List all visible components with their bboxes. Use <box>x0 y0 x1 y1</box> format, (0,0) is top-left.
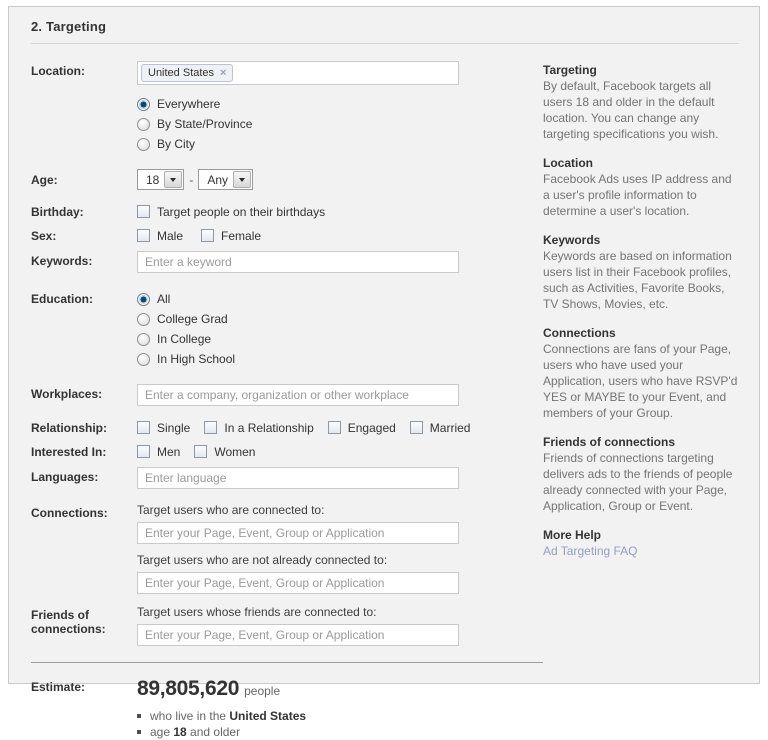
education-radio-college-grad[interactable]: College Grad <box>137 309 459 329</box>
age-min-select[interactable]: 18 <box>137 169 184 190</box>
age-max-select[interactable]: Any <box>198 169 253 190</box>
location-radio-everywhere[interactable]: Everywhere <box>137 94 459 114</box>
education-radio-all[interactable]: All <box>137 289 459 309</box>
sex-checkbox-male[interactable]: Male <box>137 229 183 243</box>
sidebar-section-keywords: Keywords Keywords are based on information users list in their Facebook profiles, such as Activities, Favorite Books, TV Shows, Movies, etc. <box>543 233 732 311</box>
radio-icon <box>137 333 150 346</box>
sex-label: Sex: <box>31 228 57 243</box>
birthday-label: Birthday: <box>31 204 84 219</box>
connections-label: Connections: <box>31 506 108 520</box>
interested-in-label: Interested In: <box>31 444 107 459</box>
sidebar-section-location: Location Facebook Ads uses IP address and a user's profile information to determine a user's location. <box>543 156 732 218</box>
radio-selected-icon <box>137 293 150 306</box>
checkbox-icon <box>204 421 217 434</box>
connections-helper-2: Target users who are not already connected to: <box>137 553 388 567</box>
languages-label: Languages: <box>31 470 99 484</box>
location-label: Location: <box>31 64 85 78</box>
keywords-input[interactable] <box>137 251 459 273</box>
radio-icon <box>137 313 150 326</box>
friends-of-connections-helper: Target users whose friends are connected to: <box>137 605 377 619</box>
relationship-checkbox-in-a-relationship[interactable]: In a Relationship <box>204 421 313 435</box>
sidebar-section-connections: Connections Connections are fans of your Page, users who have used your Application, users who have RSVP'd YES or MAYBE to your Event, and members of your Group. <box>543 326 738 420</box>
section-title: 2. Targeting <box>31 19 107 34</box>
relationship-label: Relationship: <box>31 420 108 435</box>
checkbox-icon <box>201 229 214 242</box>
checkbox-icon <box>137 445 150 458</box>
checkbox-icon <box>137 421 150 434</box>
workplaces-label: Workplaces: <box>31 387 103 401</box>
languages-input[interactable] <box>137 467 459 489</box>
estimate-bullet-location: who live in the United States <box>137 708 517 724</box>
location-token-input[interactable] <box>137 61 459 85</box>
education-label: Education: <box>31 292 93 306</box>
interested-in-checkbox-men[interactable]: Men <box>137 445 180 459</box>
education-radio-in-college[interactable]: In College <box>137 329 459 349</box>
age-range-separator: - <box>189 172 194 187</box>
estimate-label: Estimate: <box>31 680 86 694</box>
sidebar-section-friends-of-connections: Friends of connections Friends of connections targeting delivers ads to the friends of people already connected with your Page, Application, Group or Event. <box>543 435 733 513</box>
estimate-divider <box>31 662 543 663</box>
estimate-bullet-age: age 18 and older <box>137 724 517 740</box>
education-radio-in-high-school[interactable]: In High School <box>137 349 459 369</box>
friends-of-connections-input[interactable] <box>137 624 459 646</box>
title-divider <box>31 43 739 44</box>
sex-checkbox-female[interactable]: Female <box>201 229 261 243</box>
age-label: Age: <box>31 172 58 187</box>
help-sidebar <box>543 61 739 740</box>
location-radio-state-province[interactable]: By State/Province <box>137 114 459 134</box>
relationship-checkbox-married[interactable]: Married <box>410 421 471 435</box>
location-token: United States × <box>141 64 233 82</box>
radio-icon <box>137 118 150 131</box>
remove-token-icon[interactable]: × <box>220 67 227 79</box>
checkbox-icon <box>328 421 341 434</box>
checkbox-icon <box>137 229 150 242</box>
birthday-checkbox[interactable]: Target people on their birthdays <box>137 205 325 219</box>
estimate-unit: people <box>244 684 281 698</box>
targeting-form <box>31 61 543 740</box>
ad-targeting-faq-link[interactable]: Ad Targeting FAQ <box>543 544 638 558</box>
radio-icon <box>137 138 150 151</box>
connections-input-1[interactable] <box>137 522 459 544</box>
relationship-checkbox-single[interactable]: Single <box>137 421 190 435</box>
location-radio-city[interactable]: By City <box>137 134 459 154</box>
bullet-icon <box>137 730 141 734</box>
targeting-panel <box>8 6 760 739</box>
friends-of-connections-label: Friends of connections: <box>31 608 106 636</box>
interested-in-checkbox-women[interactable]: Women <box>194 445 255 459</box>
estimate-count: 89,805,620 <box>137 677 240 700</box>
dropdown-arrow-icon <box>164 171 182 188</box>
connections-input-2[interactable] <box>137 572 459 594</box>
radio-icon <box>137 353 150 366</box>
checkbox-icon <box>194 445 207 458</box>
relationship-checkbox-engaged[interactable]: Engaged <box>328 421 396 435</box>
workplaces-input[interactable] <box>137 384 459 406</box>
checkbox-icon <box>137 205 150 218</box>
checkbox-icon <box>410 421 423 434</box>
bullet-icon <box>137 714 141 718</box>
keywords-label: Keywords: <box>31 254 93 268</box>
connections-helper-1: Target users who are connected to: <box>137 503 325 517</box>
sidebar-section-targeting: Targeting By default, Facebook targets all users 18 and older in the default location. You can change any targeting specifications you wish. <box>543 63 719 141</box>
dropdown-arrow-icon <box>233 171 251 188</box>
sidebar-section-more-help: More Help Ad Targeting FAQ <box>543 528 638 558</box>
radio-selected-icon <box>137 98 150 111</box>
